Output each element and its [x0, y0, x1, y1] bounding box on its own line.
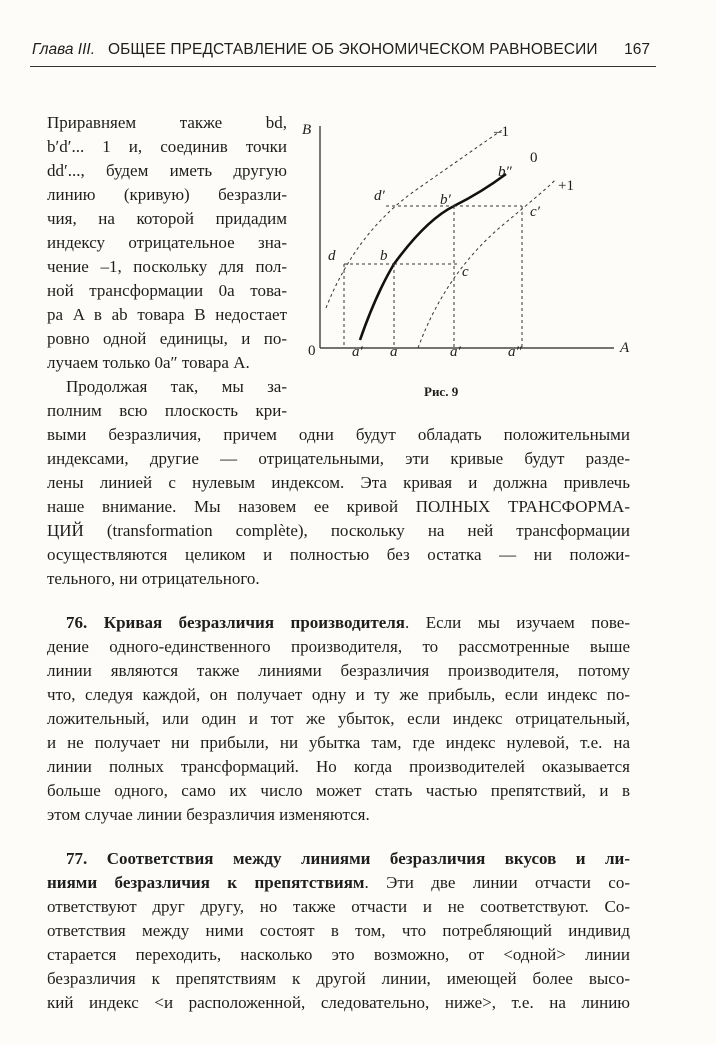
- figure-caption: Рис. 9: [424, 384, 459, 399]
- origin-label: 0: [308, 343, 316, 359]
- figure-9-diagram: [296, 112, 644, 402]
- text-line: чение –1, поскольку для пол-: [47, 257, 287, 276]
- label-zero: 0: [530, 150, 538, 166]
- label-bprime: b′: [440, 192, 451, 208]
- text-line: линию (кривую) безразли-: [47, 185, 287, 204]
- section-77-heading-line1: 77. Соответствия между линиями безразличия вкусов и ли-: [66, 849, 630, 868]
- label-d: d: [328, 248, 336, 264]
- text-line: ложительный, или один и тот же убыток, если индекс отрицательный,: [47, 709, 630, 728]
- text-line: индексами, другие — отрицательными, эти кривые будут разде-: [47, 449, 630, 468]
- text-line: линии полных трансформаций. Но когда производителей оказывается: [47, 757, 630, 776]
- text-line: наше внимание. Мы назовем ее кривой ПОЛНЫХ ТРАНСФОРМА-: [47, 497, 630, 516]
- text-line: больше одного, само их число может стать частью препятствий, и в: [47, 781, 630, 800]
- label-aprime2: a′: [450, 344, 461, 360]
- label-aprime: a′: [352, 344, 363, 360]
- text-line: лучаем только 0a″ товара A.: [47, 353, 250, 372]
- text-line: ответствуют друг другу, но также отчасти и не соответствуют. Со-: [47, 897, 630, 916]
- text-line: старается переходить, насколько это возможно, от <одной> линии: [47, 945, 630, 964]
- page-number: 167: [624, 41, 650, 58]
- text-line: ровно одной единицы, и по-: [47, 329, 287, 348]
- label-cprime: c′: [530, 204, 540, 220]
- text-line: индексу отрицательное зна-: [47, 233, 287, 252]
- section-76-text: . Если мы изучаем пове-: [405, 613, 631, 632]
- text-line: осуществляются целиком и полностью без остатка — ни положи-: [47, 545, 630, 564]
- y-axis-label: B: [302, 122, 312, 138]
- text-line: кий индекс <и расположенной, следовательно, ниже>, т.е. на линию: [47, 993, 630, 1012]
- text-line: Приравняем также bd,: [47, 113, 287, 132]
- label-c: c: [462, 264, 469, 280]
- text-line: ответствия между ними состоят в том, что потребляющий индивид: [47, 921, 630, 940]
- label-b: b: [380, 248, 388, 264]
- text-line: dd′..., будем иметь другую: [47, 161, 287, 180]
- text-line: полним всю плоскость кри-: [47, 401, 287, 420]
- running-header: [30, 38, 650, 64]
- x-axis-label: A: [620, 340, 630, 356]
- text-line: лены линией с нулевым индексом. Эта кривая и должна привлечь: [47, 473, 630, 492]
- text-line: и не получает ни прибыли, ни убытка там, где индекс нулевой, т.е. на: [47, 733, 630, 752]
- text-line: Продолжая так, мы за-: [66, 377, 287, 396]
- text-line: выми безразличия, причем одни будут обладать положительными: [47, 425, 630, 444]
- text-line: чия, на которой придадим: [47, 209, 287, 228]
- text-line: безразличия к препятствиям к другой линии, имеющей более высо-: [47, 969, 630, 988]
- text-line: ЦИЙ (transformation complète), поскольку на ней трансформации: [47, 521, 630, 540]
- text-line: ной трансформации 0a това-: [47, 281, 287, 300]
- text-line: линии являются также линиями безразличия производителя, потому: [47, 661, 630, 680]
- section-77-text: . Эти две линии отчасти со-: [364, 873, 630, 892]
- text-line: тельного, ни отрицательного.: [47, 569, 260, 588]
- text-line: ра A в ab товара B недостает: [47, 305, 287, 324]
- label-a: a: [390, 344, 398, 360]
- section-76-first-line: [66, 612, 630, 634]
- text-line: этом случае линии безразличия изменяются.: [47, 805, 370, 824]
- curve-minus1: [326, 130, 502, 308]
- text-line: что, следуя каждой, он получает одну и ту же прибыль, если индекс по-: [47, 685, 630, 704]
- label-plus1: +1: [558, 178, 574, 194]
- chapter-label: Глава III.: [32, 41, 96, 58]
- label-minus1: –1: [494, 124, 509, 140]
- section-77-heading-line2: [47, 872, 630, 894]
- chapter-title: ОБЩЕЕ ПРЕДСТАВЛЕНИЕ ОБ ЭКОНОМИЧЕСКОМ РАВНОВЕСИИ: [108, 41, 598, 58]
- section-76-heading: 76. Кривая безразличия производителя: [66, 613, 406, 632]
- label-dprime: d′: [374, 188, 385, 204]
- text-line: дение одного-единственного производителя, то рассмотренные выше: [47, 637, 630, 656]
- section-77-heading: ниями безразличия к препятствиям: [47, 873, 365, 892]
- label-adouble: a″: [508, 344, 522, 360]
- label-bdouble: b″: [498, 164, 512, 180]
- text-line: b′d′... 1 и, соединив точки: [47, 137, 287, 156]
- header-rule: [30, 66, 656, 67]
